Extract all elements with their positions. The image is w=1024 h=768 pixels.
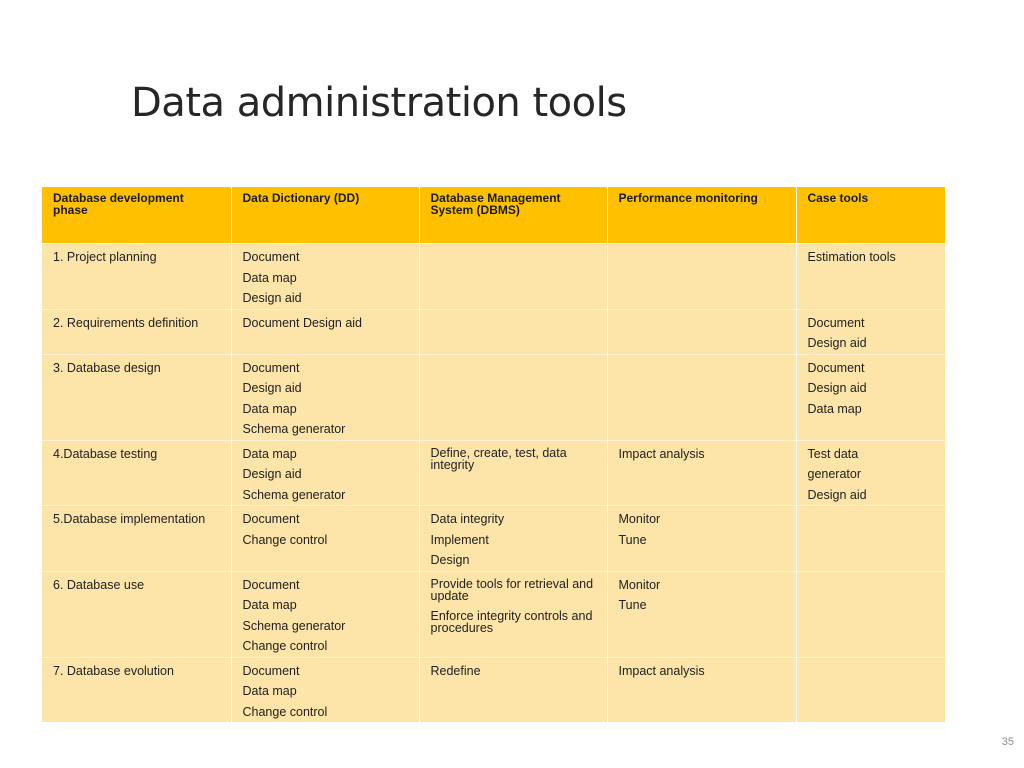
cell-performance-monitoring [607, 309, 796, 354]
cell-line: Design aid [807, 487, 867, 502]
cell-line: Change control [242, 704, 328, 719]
cell-performance-monitoring [607, 506, 796, 572]
cell-line: Enforce integrity controls and procedures [430, 608, 593, 635]
cell-performance-monitoring [607, 657, 796, 722]
cell-dbms [419, 440, 607, 506]
cell-case-tools [796, 657, 945, 722]
cell-line: Design [430, 553, 470, 567]
cell-line: Implement [430, 532, 489, 547]
cell-line: Document [807, 315, 865, 330]
cell-line: Redefine [430, 663, 481, 678]
data-admin-tools-table [42, 187, 946, 722]
cell-line: Document [242, 577, 300, 592]
cell-line: Data map [242, 270, 297, 285]
cell-phase [42, 571, 231, 657]
cell-data-dictionary [231, 657, 419, 722]
cell-data-dictionary [231, 309, 419, 354]
cell-line: Data map [242, 446, 297, 461]
cell-phase [42, 309, 231, 354]
cell-performance-monitoring [607, 440, 796, 506]
cell-data-dictionary [231, 571, 419, 657]
cell-line: Schema generator [242, 422, 346, 436]
cell-dbms [419, 506, 607, 572]
phase-label: 6. Database use [53, 577, 145, 592]
cell-performance-monitoring [607, 354, 796, 440]
cell-dbms [419, 309, 607, 354]
cell-line: Impact analysis [618, 446, 705, 461]
cell-dbms [419, 571, 607, 657]
cell-line: generator [807, 467, 862, 481]
cell-data-dictionary [231, 440, 419, 506]
header-data-dictionary: Data Dictionary (DD) [231, 187, 419, 244]
cell-case-tools [796, 571, 945, 657]
cell-data-dictionary [231, 244, 419, 310]
cell-dbms [419, 657, 607, 722]
table-row [42, 571, 945, 657]
cell-line: Document [807, 360, 865, 375]
cell-line: Schema generator [242, 487, 346, 502]
cell-line: Change control [242, 639, 328, 653]
header-dbms: Database Management System (DBMS) [419, 187, 607, 244]
cell-line: Monitor [618, 577, 661, 592]
cell-dbms [419, 244, 607, 310]
cell-line: Data map [807, 401, 862, 416]
cell-case-tools [796, 506, 945, 572]
cell-line: Design aid [242, 291, 302, 305]
cell-line: Data map [242, 401, 297, 416]
table-row [42, 309, 945, 354]
cell-performance-monitoring [607, 571, 796, 657]
cell-line: Document [242, 360, 300, 375]
table-header-row [42, 187, 945, 244]
cell-line: Change control [242, 532, 328, 547]
cell-phase [42, 657, 231, 722]
cell-case-tools [796, 354, 945, 440]
cell-line: Tune [618, 598, 647, 612]
cell-line: Provide tools for retrieval and update [430, 576, 594, 603]
cell-line: Data map [242, 598, 297, 612]
phase-label: 2. Requirements definition [53, 315, 199, 330]
cell-data-dictionary [231, 506, 419, 572]
cell-case-tools [796, 440, 945, 506]
cell-phase [42, 506, 231, 572]
cell-case-tools [796, 244, 945, 310]
cell-line: Tune [618, 532, 647, 547]
cell-line: Schema generator [242, 618, 346, 633]
cell-line: Document [242, 250, 300, 264]
table-row [42, 506, 945, 572]
cell-data-dictionary [231, 354, 419, 440]
cell-line: Design aid [807, 381, 867, 395]
cell-phase [42, 244, 231, 310]
table-row [42, 657, 945, 722]
phase-label: 4.Database testing [53, 446, 158, 461]
phase-label: 7. Database evolution [53, 663, 174, 678]
cell-performance-monitoring [607, 244, 796, 310]
cell-line: Design aid [807, 336, 867, 350]
cell-line: Document Design aid [242, 315, 363, 330]
cell-line: Document [242, 663, 300, 678]
cell-dbms [419, 354, 607, 440]
page-number: 35 [1001, 736, 1014, 748]
cell-line: Test data [807, 446, 859, 461]
cell-line: Impact analysis [618, 663, 705, 678]
cell-line: Document [242, 512, 300, 526]
cell-line: Estimation tools [807, 250, 896, 264]
header-case-tools: Case tools [796, 187, 945, 244]
header-phase: Database development phase [42, 187, 231, 244]
cell-line: Design aid [242, 381, 302, 395]
cell-phase [42, 440, 231, 506]
phase-label: 5.Database implementation [53, 512, 206, 526]
phase-label: 3. Database design [53, 360, 161, 375]
cell-phase [42, 354, 231, 440]
slide-title: Data administration tools [131, 80, 627, 126]
cell-line: Data integrity [430, 512, 505, 526]
cell-line: Monitor [618, 512, 661, 526]
header-performance-monitoring: Performance monitoring [607, 187, 796, 244]
table-row [42, 440, 945, 506]
table-row [42, 244, 945, 310]
cell-case-tools [796, 309, 945, 354]
table-body [42, 244, 945, 723]
cell-line: Design aid [242, 467, 302, 481]
table-row [42, 354, 945, 440]
cell-line: Define, create, test, data integrity [430, 445, 567, 472]
cell-line: Data map [242, 684, 297, 698]
phase-label: 1. Project planning [53, 250, 157, 264]
